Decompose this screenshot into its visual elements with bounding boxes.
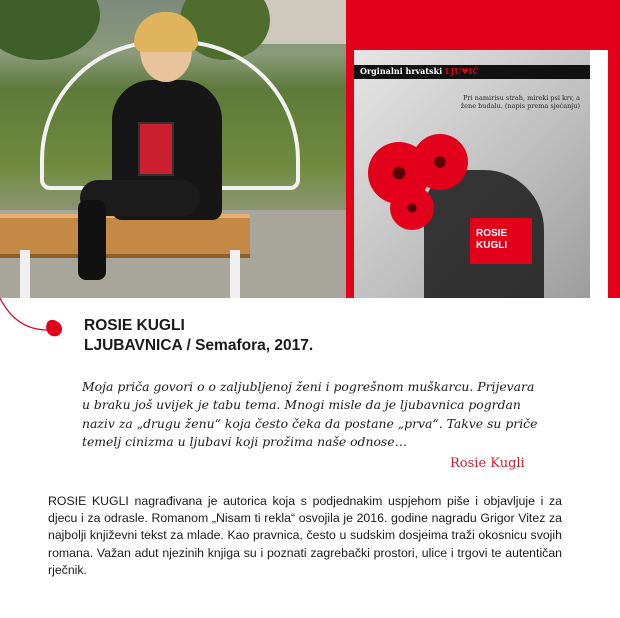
held-book [138, 122, 174, 176]
flower-icon [390, 186, 434, 230]
author-quote: Moja priča govori o o zaljubljenoj ženi i pogrešnom muškarcu. Prijevara u braku još uvijek je tabu tema. Mnogi misle da je ljubavnica pogrdan naziv za „drugu ženu“ koja često čeka da postane „prva“. Takve su priče temelj cinizma u ljubavi koji prožima naše odnose… [82, 379, 538, 450]
book-heading [84, 316, 313, 356]
photo-tree [0, 0, 100, 60]
red-side-strip [346, 50, 354, 298]
bench-leg [20, 250, 30, 298]
cover-title: ROSIE KUGLI [476, 228, 508, 251]
author-boot [78, 200, 106, 280]
bench-seat [0, 214, 250, 258]
book-cover [354, 50, 590, 298]
author-bio: ROSIE KUGLI nagrađivana je autorica koja s podjednakim uspjehom piše i objavljuje i za djecu i za odrasle. Romanom „Nisam ti rekla“ osvojila je 2016. godine nagradu Grigor Vitez za najbolji književni tekst za mlade. Kao pravnica, često u sudskim dosjeima traži okosnicu svojih romana. Važan adut njezinih knjiga su i poznati zagrebački prostori, ulice i trgovi te autentičan rječnik. [48, 494, 562, 577]
flower-icon [412, 134, 468, 190]
cover-brand-prefix: Orginalni hrvatski [360, 66, 443, 76]
bench-leg [230, 250, 240, 298]
author-name: ROSIE KUGLI [84, 317, 185, 334]
author-photo [0, 0, 346, 298]
cover-brand-word: LJU♥IĆ [444, 66, 479, 76]
red-right-edge [608, 50, 620, 298]
accent-curve-icon [0, 298, 84, 348]
cover-quote: Pri namirisu strah, mireki psi krv, a žene budalu. (napis prema sjećanju) [460, 94, 580, 110]
quote-signature: Rosie Kugli [450, 456, 525, 471]
cover-brand [360, 66, 479, 76]
book-title: LJUBAVNICA / Semafora, 2017. [84, 337, 314, 354]
white-gap [590, 50, 608, 298]
red-header-band [346, 0, 620, 50]
